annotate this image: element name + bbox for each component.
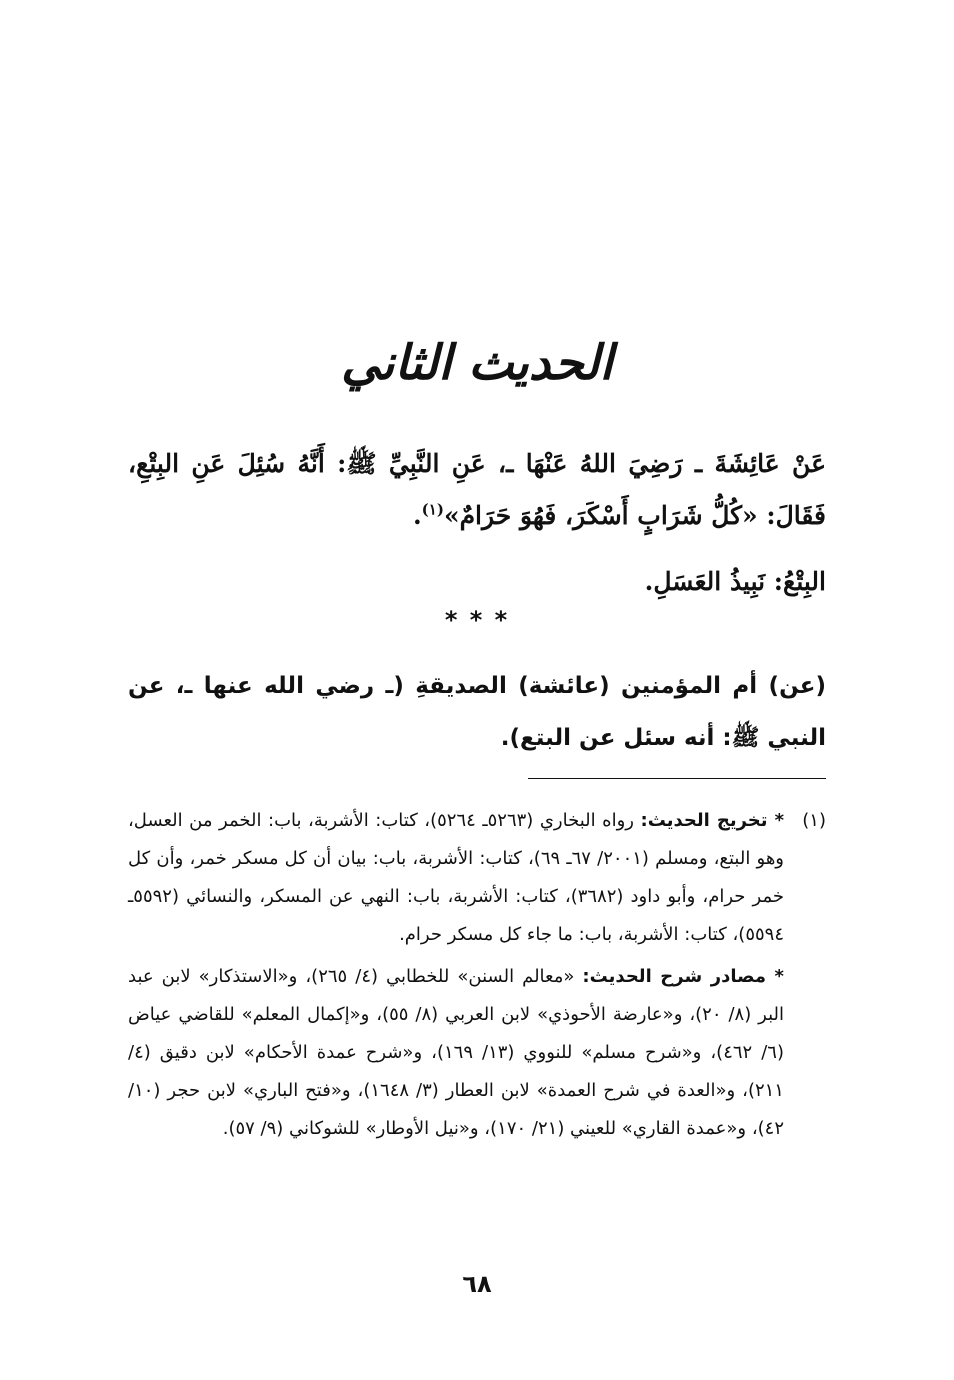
masadir-text: «معالم السنن» للخطابي (٤/ ٢٦٥)، و«الاستذكار» لابن عبد البر (٨/ ٢٠)، و«عارضة الأحوذي» لابن العربي (٨/ ٥٥)، و«إكمال المعلم» للقاضي عياض (٦/ ٤٦٢)، و«شرح مسلم» للنووي (١٣/ ١٦٩)، و«شرح عمدة الأحكام» لابن دقيق (٤/ ٢١١)، و«العدة في شرح العمدة» لابن العطار (٣/ ١٦٤٨)، و«فتح الباري» لابن حجر (١٠/ ٤٢)، و«عمدة القاري» للعيني (٢١/ ١٧٠)، و«نيل الأوطار» للشوكاني (٩/ ٥٧). [128, 966, 784, 1139]
masadir-paragraph [128, 958, 784, 1148]
commentary-text: (عن) أم المؤمنين (عائشة) الصديقةِ (ـ رضي الله عنها ـ، عن النبي ﷺ: أنه سئل عن البتع). [128, 673, 826, 751]
footnote-1 [128, 802, 826, 1152]
takhrij-text: رواه البخاري (٥٢٦٣ـ ٥٢٦٤)، كتاب: الأشربة، باب: الخمر من العسل، وهو البتع، ومسلم (٢٠٠١/ ٦٧ـ ٦٩)، كتاب: الأشربة، باب: بيان أن كل مسكر خمر، وأن كل خمر حرام، وأبو داود (٣٦٨٢)، كتاب: الأشربة، باب: النهي عن المسكر، والنسائي (٥٥٩٢ـ ٥٥٩٤)، كتاب: الأشربة، باب: ما جاء كل مسكر حرام. [128, 810, 784, 945]
chapter-title: الحديث الثاني [341, 335, 613, 391]
takhrij-paragraph [128, 802, 784, 954]
section-separator: * * * [444, 606, 510, 634]
hadith-text [128, 438, 826, 542]
page-number: ٦٨ [462, 1270, 492, 1298]
footnote-body [128, 802, 784, 1152]
hadith-end-mark: . [412, 501, 422, 530]
footnote-number: (١) [802, 810, 826, 831]
masadir-label: * مصادر شرح الحديث: [582, 966, 784, 987]
footnote-reference[interactable]: (١) [421, 500, 444, 519]
hadith-body: عَنْ عَائِشَةَ ـ رَضِيَ اللهُ عَنْهَا ـ، عَنِ النَّبِيِّ ﷺ: أَنَّهُ سُئِلَ عَنِ البِتْعِ، فَقَالَ: «كُلُّ شَرَابٍ أَسْكَرَ، فَهُوَ حَرَامٌ» [128, 449, 826, 530]
footnote-divider [528, 778, 826, 779]
commentary-block [128, 660, 826, 764]
takhrij-label: * تخريج الحديث: [640, 810, 785, 831]
hadith-definition: البِتْعُ: نَبِيذُ العَسَلِ. [644, 567, 826, 596]
hadith-text-block [128, 438, 826, 608]
footnotes-block [128, 802, 826, 1152]
